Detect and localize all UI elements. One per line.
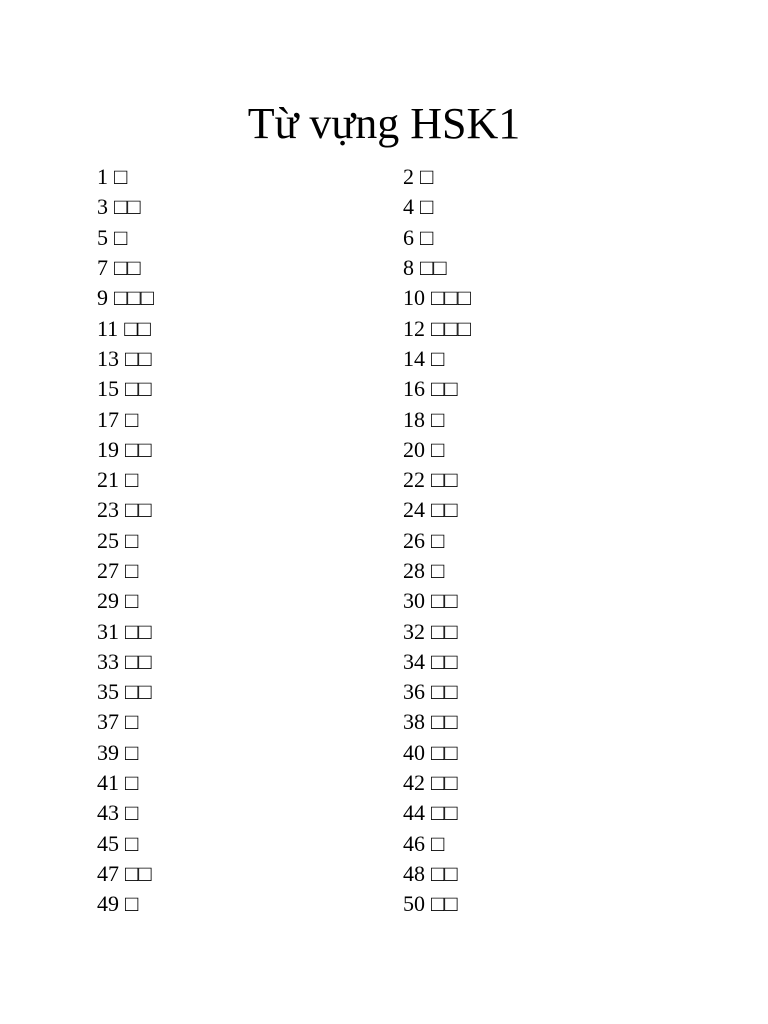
vocab-number: 14	[403, 345, 425, 371]
vocab-word: □	[125, 891, 139, 917]
vocab-number: 47	[97, 860, 119, 886]
vocab-number: 2	[403, 164, 414, 190]
vocab-item	[403, 798, 697, 828]
vocab-number: 43	[97, 800, 119, 826]
vocab-word: □	[125, 467, 139, 493]
vocab-item	[403, 586, 697, 616]
vocab-word: □□□	[431, 285, 471, 311]
vocab-item	[97, 738, 403, 768]
vocab-item	[97, 889, 403, 919]
vocab-item	[97, 465, 403, 495]
vocab-number: 39	[97, 739, 119, 765]
vocab-word: □	[431, 830, 445, 856]
vocab-item	[97, 859, 403, 889]
vocab-item	[403, 223, 697, 253]
vocab-word: □□	[431, 618, 458, 644]
vocab-item	[403, 162, 697, 192]
page-title: Từ vựng HSK1	[247, 99, 521, 148]
vocab-item	[403, 738, 697, 768]
vocab-word: □	[125, 739, 139, 765]
vocab-word: □□	[125, 376, 152, 402]
vocab-item	[403, 283, 697, 313]
vocab-item	[97, 556, 403, 586]
vocab-number: 28	[403, 558, 425, 583]
vocab-number: 15	[97, 376, 119, 402]
vocab-number: 37	[97, 709, 119, 735]
vocab-number: 22	[403, 467, 425, 493]
vocab-item	[97, 798, 403, 828]
vocab-item	[97, 616, 403, 646]
vocab-word: □□	[420, 255, 447, 281]
vocab-item	[403, 465, 697, 495]
vocab-number: 20	[403, 436, 425, 462]
vocab-number: 33	[97, 648, 119, 674]
vocab-word: □	[125, 558, 139, 583]
vocab-number: 50	[403, 891, 425, 917]
vocab-word: □	[420, 164, 434, 190]
vocab-number: 12	[403, 315, 425, 341]
vocab-word: □	[431, 345, 445, 371]
vocab-item	[97, 162, 403, 192]
vocab-number: 3	[97, 194, 108, 220]
vocab-number: 38	[403, 709, 425, 735]
vocab-item	[97, 313, 403, 343]
vocab-number: 40	[403, 739, 425, 765]
vocab-item	[403, 677, 697, 707]
vocab-word: □	[431, 558, 445, 583]
vocab-item	[403, 707, 697, 737]
vocab-list	[97, 162, 697, 919]
vocab-word: □	[420, 194, 434, 220]
vocab-item	[403, 616, 697, 646]
vocab-number: 49	[97, 891, 119, 917]
vocab-word: □□	[124, 315, 151, 341]
vocab-number: 27	[97, 558, 119, 583]
vocab-word: □□	[125, 436, 152, 462]
vocab-number: 4	[403, 194, 414, 220]
vocab-number: 45	[97, 830, 119, 856]
vocab-item	[97, 768, 403, 798]
vocab-number: 24	[403, 497, 425, 523]
vocab-word: □□	[431, 467, 458, 493]
vocab-item	[403, 404, 697, 434]
vocab-word: □	[431, 527, 445, 553]
vocab-word: □	[125, 588, 139, 614]
vocab-item	[97, 647, 403, 677]
vocab-item	[97, 435, 403, 465]
vocab-number: 25	[97, 527, 119, 553]
vocab-number: 30	[403, 588, 425, 614]
vocab-word: □	[125, 406, 139, 432]
vocab-word: □□	[125, 345, 152, 371]
vocab-word: □	[125, 709, 139, 735]
vocab-word: □□□	[114, 285, 154, 311]
vocab-number: 34	[403, 648, 425, 674]
vocab-number: 41	[97, 770, 119, 796]
vocab-word: □□	[431, 679, 458, 705]
vocab-number: 26	[403, 527, 425, 553]
vocab-number: 23	[97, 497, 119, 523]
vocab-word: □□	[114, 194, 141, 220]
vocab-number: 17	[97, 406, 119, 432]
vocab-number: 29	[97, 588, 119, 614]
vocab-number: 5	[97, 224, 108, 250]
vocab-word: □□	[125, 679, 152, 705]
vocab-word: □□	[125, 860, 152, 886]
vocab-item	[403, 859, 697, 889]
vocab-number: 1	[97, 164, 108, 190]
vocab-number: 10	[403, 285, 425, 311]
vocab-number: 9	[97, 285, 108, 311]
vocab-number: 11	[97, 315, 119, 341]
vocab-number: 7	[97, 255, 108, 281]
vocab-word: □	[431, 436, 445, 462]
vocab-item	[97, 404, 403, 434]
vocab-item	[403, 435, 697, 465]
vocab-number: 18	[403, 406, 425, 432]
vocab-item	[97, 829, 403, 859]
vocab-word: □	[420, 224, 434, 250]
vocab-item	[403, 526, 697, 556]
vocab-word: □	[125, 770, 139, 796]
vocab-item	[403, 374, 697, 404]
vocab-word: □□□	[431, 315, 471, 341]
vocab-item	[403, 344, 697, 374]
vocab-word: □□	[431, 800, 458, 826]
vocab-item	[97, 283, 403, 313]
vocab-word: □	[431, 406, 445, 432]
vocab-word: □□	[431, 497, 458, 523]
vocab-word: □□	[125, 648, 152, 674]
vocab-item	[403, 768, 697, 798]
vocab-item	[403, 889, 697, 919]
vocab-item	[403, 192, 697, 222]
vocab-word: □□	[431, 376, 458, 402]
vocab-item	[403, 253, 697, 283]
vocab-word: □	[114, 224, 128, 250]
vocab-number: 42	[403, 770, 425, 796]
vocab-number: 31	[97, 618, 119, 644]
vocab-word: □□	[431, 648, 458, 674]
vocab-number: 13	[97, 345, 119, 371]
vocab-number: 36	[403, 679, 425, 705]
vocab-word: □□	[431, 588, 458, 614]
vocab-word: □□	[114, 255, 141, 281]
vocab-number: 21	[97, 467, 119, 493]
vocab-number: 46	[403, 830, 425, 856]
vocab-number: 35	[97, 679, 119, 705]
vocab-item	[97, 495, 403, 525]
vocab-item	[403, 495, 697, 525]
vocab-word: □	[114, 164, 128, 190]
vocab-word: □□	[431, 891, 458, 917]
vocab-word: □	[125, 527, 139, 553]
vocab-number: 6	[403, 224, 414, 250]
vocab-item	[403, 556, 697, 586]
vocab-item	[403, 647, 697, 677]
vocab-word: □□	[431, 860, 458, 886]
vocab-number: 32	[403, 618, 425, 644]
vocab-word: □□	[431, 770, 458, 796]
vocab-item	[97, 344, 403, 374]
vocab-word: □□	[125, 618, 152, 644]
vocab-number: 44	[403, 800, 425, 826]
vocab-word: □	[125, 830, 139, 856]
vocab-item	[97, 677, 403, 707]
vocab-item	[403, 829, 697, 859]
vocab-item	[97, 586, 403, 616]
vocab-item	[97, 223, 403, 253]
vocab-number: 19	[97, 436, 119, 462]
vocab-word: □□	[125, 497, 152, 523]
vocab-item	[97, 374, 403, 404]
vocab-item	[97, 253, 403, 283]
vocab-word: □	[125, 800, 139, 826]
vocab-number: 8	[403, 255, 414, 281]
vocab-item	[97, 192, 403, 222]
vocab-number: 16	[403, 376, 425, 402]
vocab-item	[403, 313, 697, 343]
vocab-item	[97, 526, 403, 556]
vocab-item	[97, 707, 403, 737]
vocab-number: 48	[403, 860, 425, 886]
vocab-word: □□	[431, 709, 458, 735]
vocab-word: □□	[431, 739, 458, 765]
